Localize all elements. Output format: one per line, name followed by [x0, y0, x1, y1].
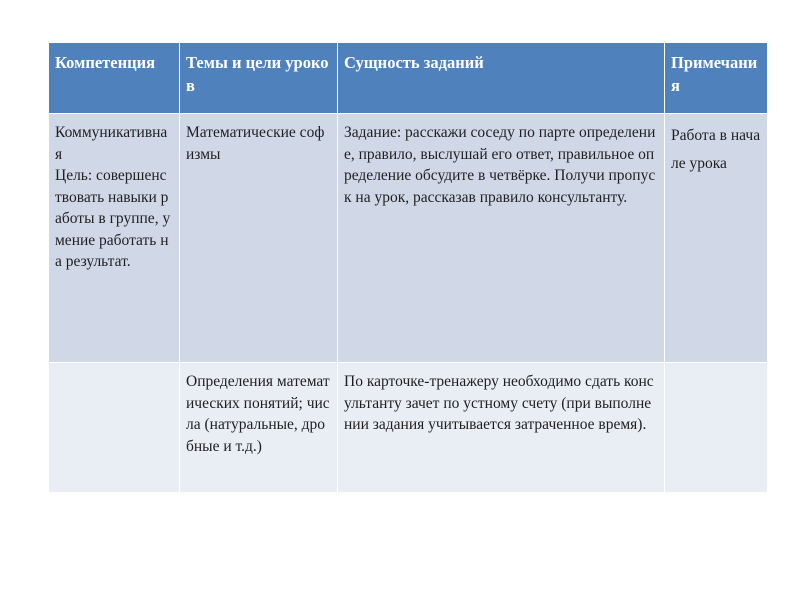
header-notes: Примечания	[665, 43, 768, 114]
task-cell: Задание: расскажи соседу по парте определение, правило, выслушай его ответ, правильное определение обсудите в четвёрке. Получи пропуск на урок, рассказав правило консультанту.	[338, 114, 665, 363]
header-competence: Компетенция	[49, 43, 180, 114]
table-row	[49, 114, 768, 363]
topic-cell: Математические софизмы	[180, 114, 338, 363]
note-text: Работа в начале урока	[671, 127, 761, 172]
header-topics-goals: Темы и цели уроков	[180, 43, 338, 114]
lesson-table	[48, 42, 768, 493]
note-cell	[665, 363, 768, 493]
competence-cell	[49, 114, 180, 363]
task-cell: По карточке-тренажеру необходимо сдать консультанту зачет по устному счету (при выполнении задания учитывается затраченное время).	[338, 363, 665, 493]
goal-text: Цель: совершенствовать навыки работы в группе, умение работать на результат.	[55, 167, 171, 270]
competence-text: Коммуникативная	[55, 124, 168, 163]
note-cell	[665, 114, 768, 363]
table-header-row	[49, 43, 768, 114]
topic-cell: Определения математических понятий; числа (натуральные, дробные и т.д.)	[180, 363, 338, 493]
table-row	[49, 363, 768, 493]
header-task-essence: Сущность заданий	[338, 43, 665, 114]
competence-cell	[49, 363, 180, 493]
